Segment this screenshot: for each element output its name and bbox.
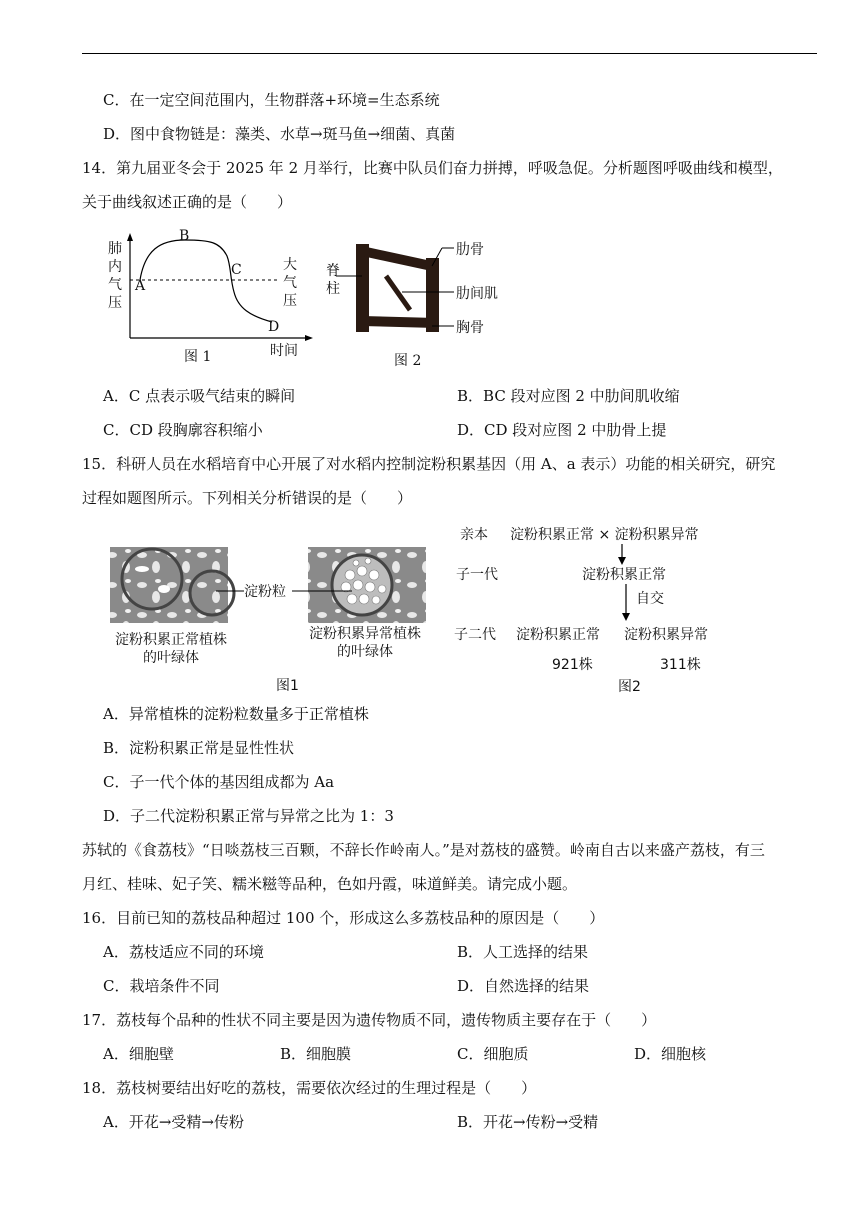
q15-option-d[interactable]: D．子二代淀粉积累正常与异常之比为 1：3 bbox=[103, 807, 394, 825]
q14-fig1-ylabel-left: 肺 内 气 压 bbox=[108, 241, 122, 311]
abnormal-chloroplast-caption: 淀粉积累异常植株 的叶绿体 bbox=[309, 626, 421, 660]
passage-line2: 月红、桂味、妃子笑、糯米糍等品种，色如丹霞，味道鲜美。请完成小题。 bbox=[82, 875, 578, 893]
q17-stem: 17．荔枝每个品种的性状不同主要是因为遗传物质不同，遗传物质主要存在于（ ） bbox=[82, 1011, 657, 1029]
q16-option-d[interactable]: D．自然选择的结果 bbox=[457, 977, 590, 995]
f2-abnormal-count: 311株 bbox=[660, 657, 701, 673]
q17-option-a[interactable]: A．细胞壁 bbox=[103, 1045, 174, 1063]
q15-option-a[interactable]: A．异常植株的淀粉粒数量多于正常植株 bbox=[103, 705, 369, 723]
q14-figure-1 bbox=[100, 228, 320, 370]
q14-option-c[interactable]: C．CD 段胸廓容积缩小 bbox=[103, 421, 263, 439]
q16-option-a[interactable]: A．荔枝适应不同的环境 bbox=[103, 943, 264, 961]
header-rule bbox=[82, 53, 817, 54]
lower-rib bbox=[362, 316, 436, 328]
f2-normal-phenotype: 淀粉积累正常 bbox=[516, 627, 600, 643]
q14-option-b[interactable]: B．BC 段对应图 2 中肋间肌收缩 bbox=[457, 387, 680, 405]
q14-stem-line1: 14．第九届亚冬会于 2025 年 2 月举行，比赛中队员们奋力拼搏，呼吸急促。分析题图呼吸曲线和模型， bbox=[82, 159, 783, 177]
point-d-label: D bbox=[268, 319, 280, 335]
spine-label: 脊 柱 bbox=[326, 263, 340, 297]
q18-stem: 18．荔枝树要结出好吃的荔枝，需要依次经过的生理过程是（ ） bbox=[82, 1079, 537, 1097]
q15-fig1-caption: 图1 bbox=[276, 678, 299, 694]
q16-stem: 16．目前已知的荔枝品种超过 100 个，形成这么多荔枝品种的原因是（ ） bbox=[82, 909, 605, 927]
f1-phenotype: 淀粉积累正常 bbox=[582, 567, 666, 583]
q16-option-c[interactable]: C．栽培条件不同 bbox=[103, 977, 220, 995]
starch-grain-label: 淀粉粒 bbox=[244, 584, 286, 600]
q18-option-b[interactable]: B．开花→传粉→受精 bbox=[457, 1113, 599, 1131]
rib-label: 肋骨 bbox=[456, 242, 484, 258]
q14-fig1-ylabel-right: 大 气 压 bbox=[283, 257, 297, 309]
intercostal-muscle bbox=[386, 276, 410, 310]
f2-generation-label: 子二代 bbox=[454, 627, 496, 643]
q15-figure-2 bbox=[452, 520, 752, 700]
q18-option-a[interactable]: A．开花→受精→传粉 bbox=[103, 1113, 244, 1131]
q14-stem-line2: 关于曲线叙述正确的是（ ） bbox=[82, 193, 293, 211]
parent-generation-label: 亲本 bbox=[460, 527, 488, 543]
upper-rib bbox=[362, 246, 436, 272]
q14-fig1-caption: 图 1 bbox=[184, 349, 212, 365]
q17-option-c[interactable]: C．细胞质 bbox=[457, 1045, 529, 1063]
normal-chloroplast-caption: 淀粉积累正常植株 的叶绿体 bbox=[115, 632, 227, 666]
q14-figure-2 bbox=[326, 236, 516, 370]
sternum-label: 胸骨 bbox=[456, 320, 484, 336]
f2-normal-count: 921株 bbox=[552, 657, 593, 673]
q14-fig1-xlabel: 时间 bbox=[270, 343, 298, 359]
f2-abnormal-phenotype: 淀粉积累异常 bbox=[624, 627, 708, 643]
q16-option-b[interactable]: B．人工选择的结果 bbox=[457, 943, 589, 961]
point-b-label: B bbox=[179, 228, 190, 244]
normal-chloroplast-image bbox=[110, 547, 228, 623]
q17-option-b[interactable]: B．细胞膜 bbox=[280, 1045, 352, 1063]
point-a-label: A bbox=[135, 278, 146, 294]
q17-option-d[interactable]: D．细胞核 bbox=[634, 1045, 707, 1063]
q14-option-a[interactable]: A．C 点表示吸气结束的瞬间 bbox=[103, 387, 296, 405]
pressure-curve bbox=[140, 240, 272, 322]
q15-stem-line2: 过程如题图所示。下列相关分析错误的是（ ） bbox=[82, 489, 413, 507]
q14-fig2-caption: 图 2 bbox=[394, 353, 422, 369]
q15-figure-1 bbox=[104, 545, 434, 695]
q15-option-b[interactable]: B．淀粉积累正常是显性性状 bbox=[103, 739, 295, 757]
q15-option-c[interactable]: C．子一代个体的基因组成都为 Aa bbox=[103, 773, 335, 791]
passage-line1: 苏轼的《食荔枝》“日啖荔枝三百颗，不辞长作岭南人。”是对荔枝的盛赞。岭南自古以来盛产荔枝，有三 bbox=[82, 841, 765, 859]
q15-stem-line1: 15．科研人员在水稻培育中心开展了对水稻内控制淀粉积累基因（用 A、a 表示）功能的相关研究，研究 bbox=[82, 455, 776, 473]
point-c-label: C bbox=[231, 262, 242, 278]
f1-generation-label: 子一代 bbox=[456, 567, 498, 583]
intercostal-muscle-label: 肋间肌 bbox=[456, 286, 498, 302]
q13-option-d[interactable]: D．图中食物链是：藻类、水草→斑马鱼→细菌、真菌 bbox=[103, 125, 456, 143]
q14-option-d[interactable]: D．CD 段对应图 2 中肋骨上提 bbox=[457, 421, 667, 439]
selfing-label: 自交 bbox=[636, 591, 664, 607]
parent-cross-text: 淀粉积累正常 × 淀粉积累异常 bbox=[510, 527, 699, 543]
q15-fig2-caption: 图2 bbox=[618, 679, 641, 695]
q13-option-c[interactable]: C．在一定空间范围内，生物群落+环境=生态系统 bbox=[103, 91, 440, 109]
